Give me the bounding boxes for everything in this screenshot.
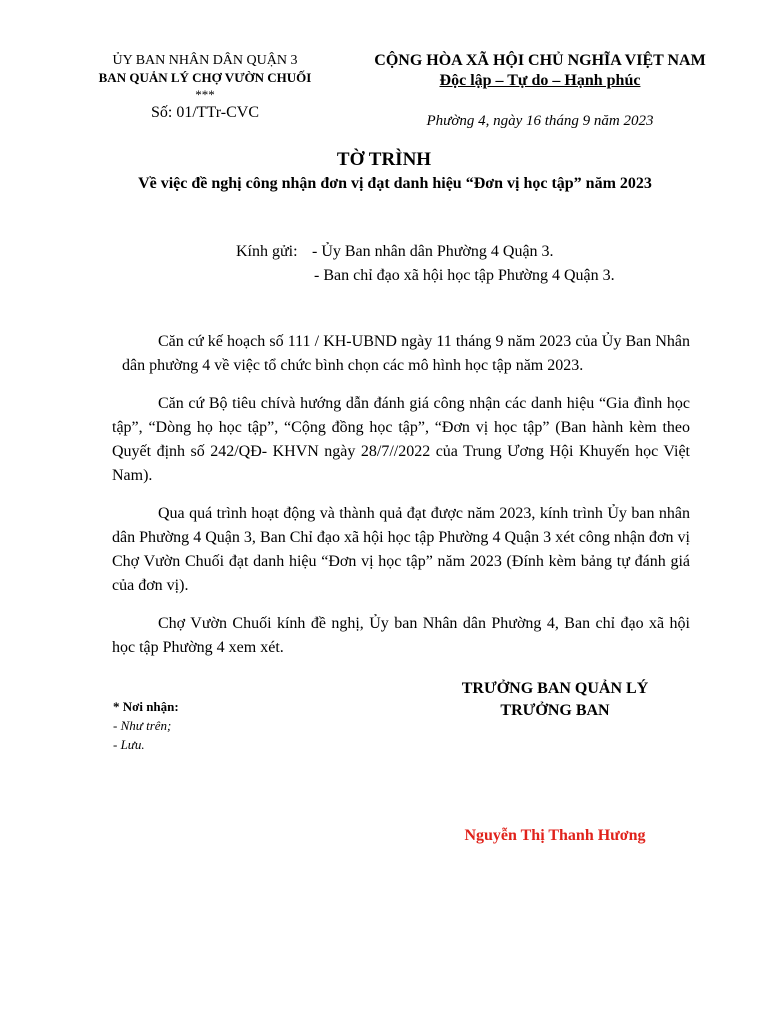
receivers-heading: * Nơi nhận: [113,699,179,714]
receiver-item: - Như trên; [113,718,172,733]
body-paragraph: Căn cứ Bộ tiêu chívà hướng dẫn đánh giá công nhận các danh hiệu “Gia đình học tập”, “Dòng họ học tập”, “Cộng đồng học tập”, “Đơn vị học tập” (Ban hành kèm theo Quyết định số 242/QĐ- KHVN ngày 28/7//2022 của Trung Ương Hội Khuyến học Việt Nam). [112,395,690,484]
nation-name: CỘNG HÒA XÃ HỘI CHỦ NGHĨA VIỆT NAM [374,52,706,69]
signer-title: TRƯỞNG BAN QUẢN LÝ [461,680,649,697]
body-paragraph: Căn cứ kế hoạch số 111 / KH-UBND ngày 11 tháng 9 năm 2023 của Ủy Ban Nhân dân phường 4 về việc tổ chức bình chọn các mô hình học tập năm 2023. [122,333,690,374]
receivers-block [113,697,179,754]
signer-position: TRƯỞNG BAN [500,702,610,719]
recipient-row [236,264,615,288]
receiver-item: - Lưu. [113,737,145,752]
recipient-item: - Ban chỉ đạo xã hội học tập Phường 4 Quận 3. [314,267,615,284]
recipients [236,240,615,288]
document-number: Số: 01/TTr-CVC [150,104,259,121]
recipients-lead: Kính gửi: [236,243,298,260]
recipient-row [236,240,615,264]
body-paragraph: Qua quá trình hoạt động và thành quả đạt được năm 2023, kính trình Ủy ban nhân dân Phường 4 Quận 3, Ban Chỉ đạo xã hội học tập Phường 4 Quận 3 xét công nhận đơn vị Chợ Vườn Chuối đạt danh hiệu “Đơn vị học tập” năm 2023 (Đính kèm bảng tự đánh giá của đơn vị). [112,505,690,594]
org-parent: ỦY BAN NHÂN DÂN QUẬN 3 [112,53,298,68]
document-title: TỜ TRÌNH [336,149,432,170]
recipient-item: - Ủy Ban nhân dân Phường 4 Quận 3. [312,243,554,260]
national-heading [350,51,730,131]
signature-block [430,678,680,722]
place-date: Phường 4, ngày 16 tháng 9 năm 2023 [426,113,654,129]
org-separator: *** [195,87,215,102]
nation-motto: Độc lập – Tự do – Hạnh phúc [439,72,641,89]
org-name: BAN QUẢN LÝ CHỢ VƯỜN CHUỐI [98,70,312,85]
document-subtitle: Về việc đề nghị công nhận đơn vị đạt danh hiệu “Đơn vị học tập” năm 2023 [138,175,652,192]
document-body [112,330,690,674]
body-paragraph: Chợ Vườn Chuối kính đề nghị, Ủy ban Nhân dân Phường 4, Ban chỉ đạo xã hội học tập Phường 4 xem xét. [112,615,690,656]
issuing-organization [72,52,338,123]
signer-name: Nguyễn Thị Thanh Hương [464,827,646,844]
